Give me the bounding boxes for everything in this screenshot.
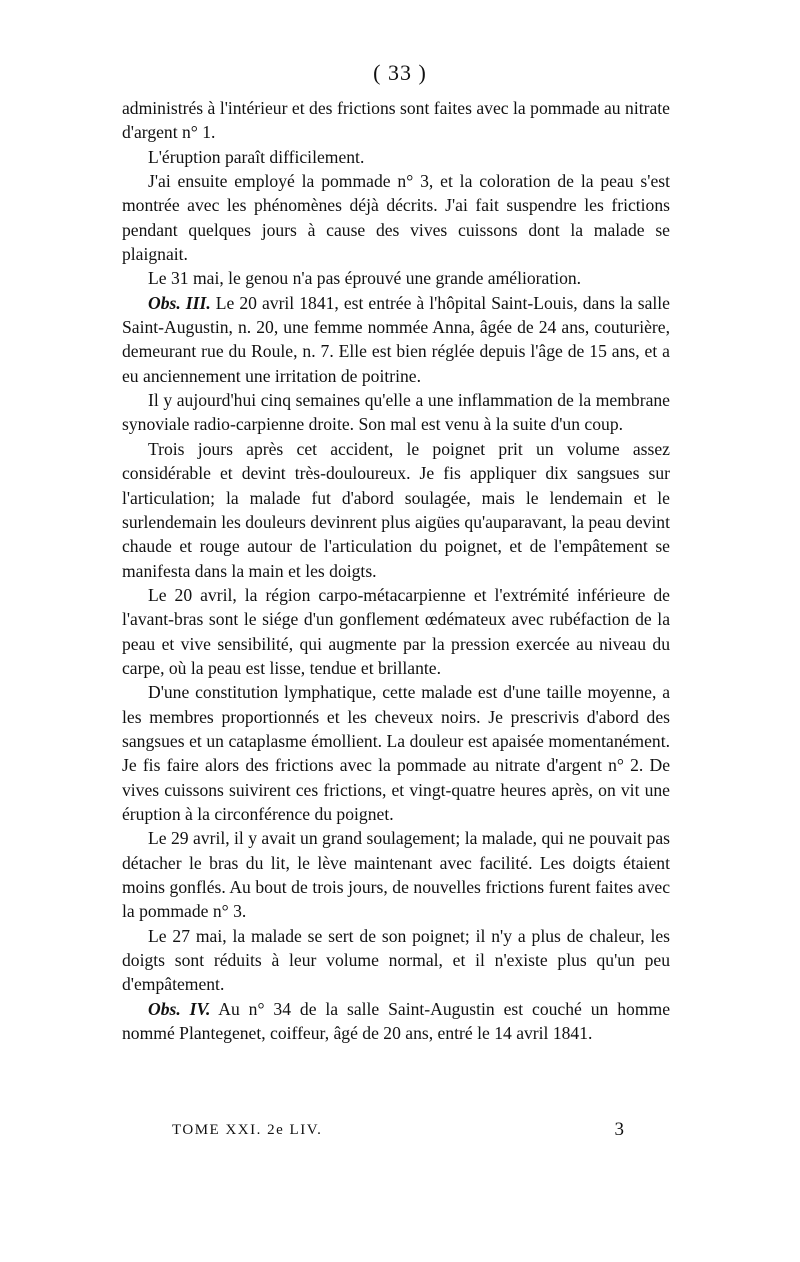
observation-label: Obs. III. [148, 292, 211, 313]
paragraph: administrés à l'intérieur et des frictions sont faites avec la pommade au nitrate d'argent n° 1. [122, 98, 670, 143]
paragraph: Il y aujourd'hui cinq semaines qu'elle a une inflammation de la membrane synoviale radio-carpienne droite. Son mal est venu à la suite d'un coup. [122, 390, 670, 435]
paragraph: Le 29 avril, il y avait un grand soulagement; la malade, qui ne pouvait pas détacher le bras du lit, le lève maintenant avec facilité. Les doigts étaient moins gonflés. Au bout de trois jours, de nouvelles frictions furent faites avec la pommade n° 3. [122, 828, 670, 922]
page-footer [172, 1119, 624, 1140]
volume-reference: TOME XXI. 2e LIV. [172, 1122, 323, 1138]
paragraph: Trois jours après cet accident, le poignet prit un volume assez considérable et devint très-douloureux. Je fis appliquer dix sangsues sur l'articulation; la malade fut d'abord soulagée, mais le lendemain et le surlendemain les douleurs devinrent plus aigües qu'auparavant, la peau devint chaude et rouge autour de l'articulation du poignet, et de l'empâtement se manifesta dans la main et les doigts. [122, 438, 670, 581]
paragraph: Le 20 avril, la région carpo-métacarpienne et l'extrémité inférieure de l'avant-bras sont le siége d'un gonflement œdémateux avec rubéfaction de la peau et vive sensibilité, qui augmente par la pression exercée au niveau du carpe, où la peau est lisse, tendue et brillante. [122, 584, 670, 678]
paragraph: Le 31 mai, le genou n'a pas éprouvé une grande amélioration. [148, 268, 582, 289]
page-number: ( 33 ) [373, 60, 427, 85]
paragraph: J'ai ensuite employé la pommade n° 3, et la coloration de la peau s'est montrée avec les phénomènes déjà décrits. J'ai fait suspendre les frictions pendant quelques jours à cause des vives cuissons dont la malade se plaignait. [122, 171, 670, 265]
paragraph: Le 27 mai, la malade se sert de son poignet; il n'y a plus de chaleur, les doigts sont réduits à leur volume normal, et il n'existe plus qu'un peu d'empâtement. [122, 925, 670, 995]
paragraph-text: Au n° 34 de la salle Saint-Augustin est couché un homme nommé Plantegenet, coiffeur, âgé de 20 ans, entré le 14 avril 1841. [122, 998, 670, 1044]
observation-label: Obs. IV. [148, 998, 211, 1019]
observation-paragraph [122, 291, 670, 388]
body-text [122, 96, 670, 1045]
paragraph: L'éruption paraît difficilement. [148, 146, 365, 167]
observation-paragraph [122, 997, 670, 1046]
paragraph-text: Le 20 avril 1841, est entrée à l'hôpital Saint-Louis, dans la salle Saint-Augustin, n. 20, une femme nommée Anna, âgée de 24 ans, couturière, demeurant rue du Roule, n. 7. Elle est bien réglée depuis l'âge de 15 ans, et a eu anciennement une irritation de poitrine. [122, 292, 670, 386]
paragraph: D'une constitution lymphatique, cette malade est d'une taille moyenne, a les membres proportionnés et les cheveux noirs. Je prescrivis d'abord des sangsues et un cataplasme émollient. La douleur est apaisée momentanément. Je fis faire alors des frictions avec la pommade au nitrate d'argent n° 2. De vives cuissons suivirent ces frictions, et vingt-quatre heures après, on vit une éruption à la circonférence du poignet. [122, 682, 670, 824]
signature-mark: 3 [614, 1119, 624, 1140]
